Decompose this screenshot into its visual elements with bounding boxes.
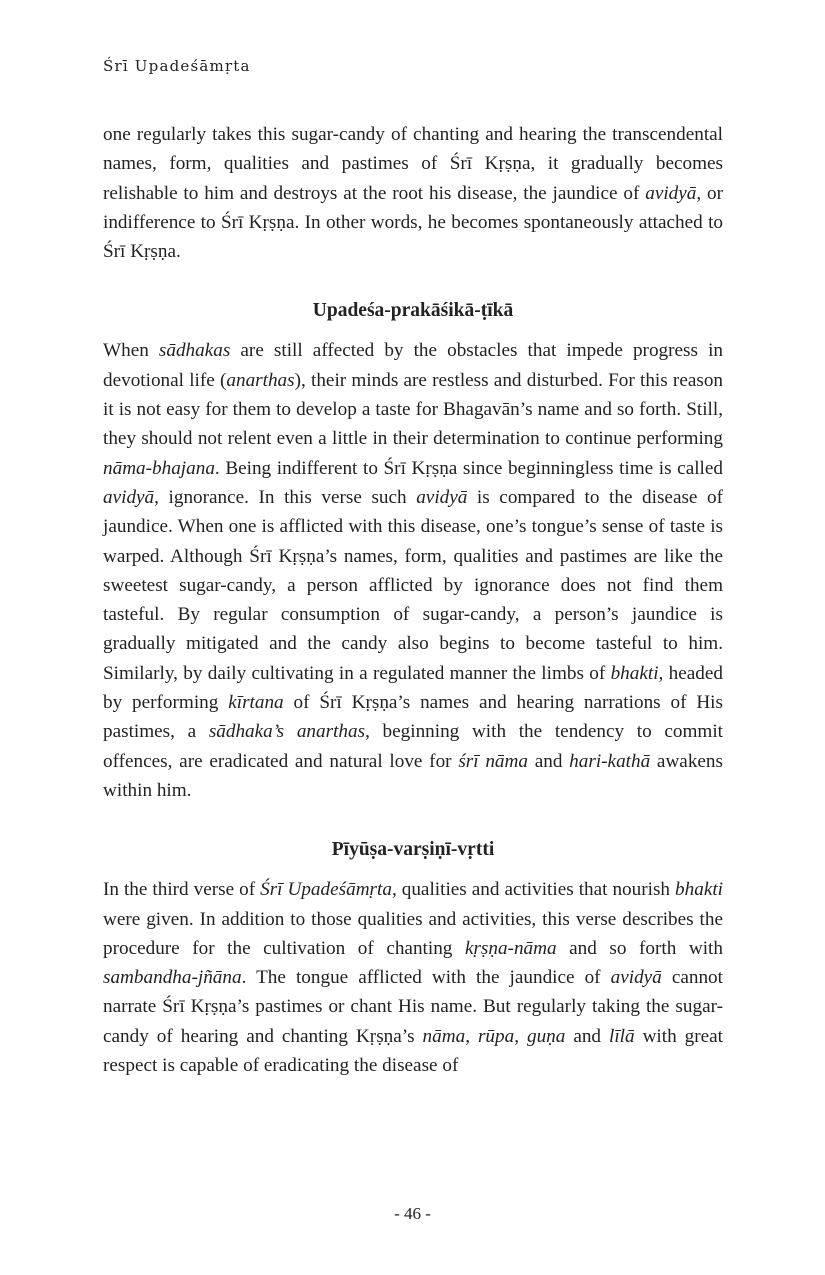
italic-term: sādhakas [158, 340, 231, 362]
italic-term: avidyā [610, 967, 662, 989]
italic-term: śrī nāma [458, 750, 528, 772]
page-body [103, 120, 723, 1080]
text-run: of Śrī Kṛṣṇa’s names and hearing narrations of His pastimes, a [103, 692, 723, 743]
vrtti-paragraph [103, 875, 723, 1080]
text-run: , [514, 1025, 527, 1047]
running-header-title: Śrī Upadeśāmṛta [103, 57, 251, 75]
italic-term: guṇa [526, 1025, 566, 1047]
italic-term: rūpa [477, 1025, 515, 1047]
text-run: were given. In addition to those qualities and activities, this verse describes the procedure for the cultivation of chanting [103, 908, 723, 959]
intro-paragraph [103, 120, 723, 266]
text-run: with great respect is capable of eradicating the disease of [103, 1025, 723, 1077]
text-run: When [103, 340, 159, 362]
italic-term: nāma-bhajana [103, 457, 215, 479]
italic-term: avidyā [103, 486, 155, 508]
text-run: are still affected by the obstacles that impede progress in devotional life ( [103, 340, 723, 391]
text-run: , [465, 1025, 478, 1047]
text-run: and [527, 750, 570, 772]
page-number: - 46 - [394, 1204, 431, 1223]
italic-term: sambandha-jñāna [103, 967, 242, 989]
italic-term: bhakti [610, 662, 659, 684]
text-run: , headed by performing [103, 662, 723, 714]
section-heading-upadesa-prakasika-tika: Upadeśa-prakāśikā-ṭīkā [312, 300, 514, 322]
italic-term: avidyā [416, 486, 468, 508]
italic-term: kṛṣṇa-nāma [464, 937, 557, 959]
tika-paragraph [103, 336, 723, 805]
text-run: In the third verse of [103, 879, 261, 901]
italic-term: kīrtana [228, 692, 284, 714]
italic-term: Śrī Upadeśāmṛta [260, 879, 392, 901]
italic-term: nāma [422, 1025, 466, 1047]
text-run: . Being indifferent to Śrī Kṛṣṇa since beginningless time is called [214, 457, 723, 479]
text-run: one regularly takes this sugar-candy of chanting and hearing the transcendental names, form, qualities and pastimes of Śrī Kṛṣṇa, it gradually becomes relishable to him and destroys at the root his disease, the jaundice of [103, 124, 723, 204]
text-run: and [565, 1025, 609, 1047]
text-run: , beginning with the tendency to commit offences, are eradicated and natural love for [103, 721, 723, 772]
text-run: awakens within him. [103, 750, 723, 801]
italic-term: līlā [609, 1025, 635, 1047]
text-run: , qualities and activities that nourish [391, 879, 676, 901]
italic-term: avidyā [645, 182, 697, 204]
text-run: , ignorance. In this verse such [154, 486, 417, 508]
section-heading-piyusa-varsini-vrtti: Pīyūṣa-varṣiṇī-vṛtti [331, 839, 495, 861]
italic-term: anarthas [226, 369, 295, 391]
text-run: and so forth with [556, 937, 723, 959]
italic-term: hari-kathā [569, 750, 651, 772]
text-run: . The tongue afflicted with the jaundice of [241, 967, 611, 989]
text-run: is compared to the disease of jaundice. When one is afflicted with this disease, one’s tongue’s sense of taste is warped. Although Śrī Kṛṣṇa’s names, form, qualities and pastimes are like the sweetest sugar-candy, a person afflicted by ignorance does not find them tasteful. By regular consumption of sugar-candy, a person’s jaundice is gradually mitigated and the candy also begins to become tasteful to him. Similarly, by daily cultivating in a regulated manner the limbs of [103, 486, 723, 684]
italic-term: sādhaka’s anarthas [208, 721, 366, 743]
italic-term: bhakti [675, 879, 723, 901]
text-run: cannot narrate Śrī Kṛṣṇa’s pastimes or chant His name. But regularly taking the sugar-candy of hearing and chanting Kṛṣṇa’s [103, 967, 723, 1047]
text-run: , or indifference to Śrī Kṛṣṇa. In other words, he becomes spontaneously attached to Śrī Kṛṣṇa. [103, 182, 724, 263]
text-run: ), their minds are restless and disturbed. For this reason it is not easy for them to develop a taste for Bhagavān’s name and so forth. Still, they should not relent even a little in their determination to continue performing [103, 369, 724, 450]
